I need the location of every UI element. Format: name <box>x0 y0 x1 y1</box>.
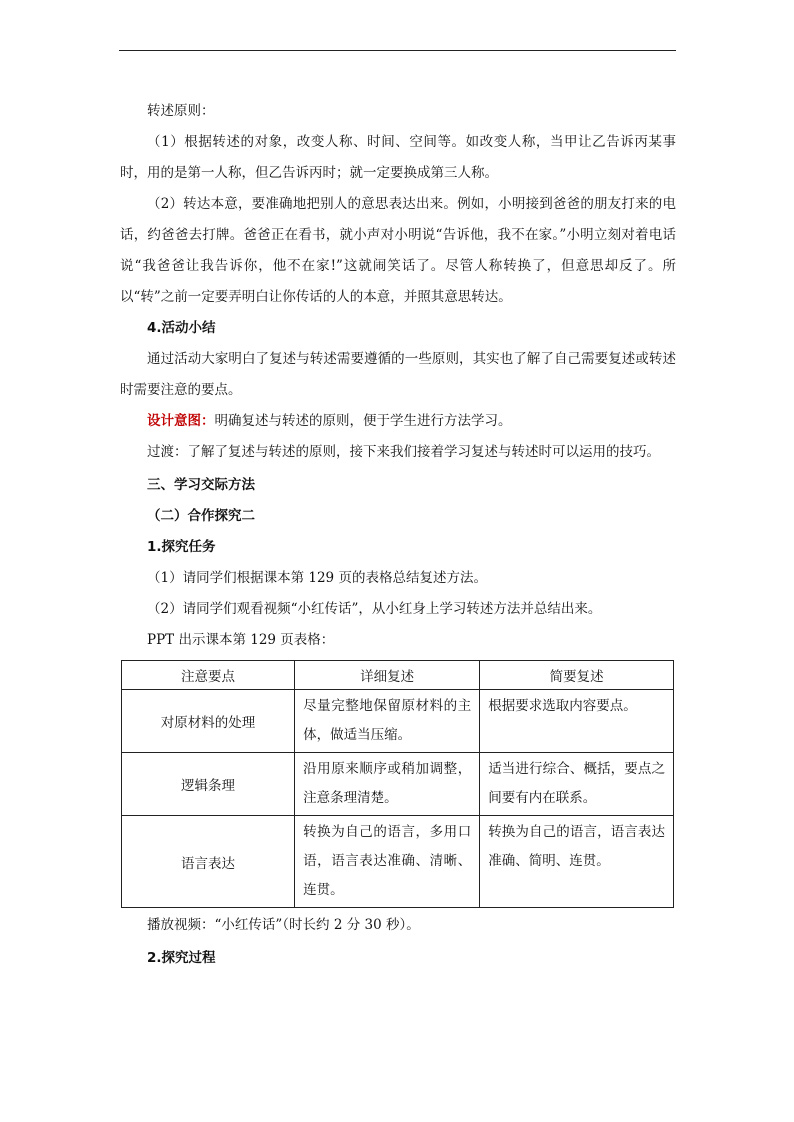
heading-activity-summary: 4.活动小结 <box>147 320 216 336</box>
table-header-row <box>122 661 674 690</box>
table-cell <box>480 816 674 908</box>
table-cell-text: 适当进行综合、概括，要点之间要有内在联系。 <box>488 761 665 806</box>
table-row <box>122 816 674 908</box>
subsection-heading-2: （二）合作探究二 <box>147 508 255 524</box>
summary-text: 通过活动大家明白了复述与转述需要遵循的一些原则，其实也了解了自己需要复述或转述时需要注意的要点。 <box>120 351 676 398</box>
task-item-2: （2）请同学们观看视频“小红传话”，从小红身上学习转述方法并总结出来。 <box>147 601 602 617</box>
principles-title: 转述原则： <box>147 103 215 119</box>
table-cell: 逻辑条理 <box>122 753 295 816</box>
table-cell-text: 根据要求选取内容要点。 <box>488 698 637 714</box>
table-row <box>122 753 674 816</box>
table-cell <box>480 753 674 816</box>
table-cell: 语言表达 <box>122 816 295 908</box>
document-body <box>120 96 676 974</box>
principle-2: （2）转达本意，要准确地把别人的意思表达出来。例如，小明接到爸爸的朋友打来的电话，约爸爸去打牌。爸爸正在看书，就小声对小明说“告诉他，我不在家。”小明立刻对着电话说“我爸爸让我告诉你，他不在家!”这就闹笑话了。尽管人称转换了，但意思却反了。所以“转”之前一定要弄明白让你传话的人的本意，并照其意思转达。 <box>120 196 676 305</box>
heading-explore-task: 1.探究任务 <box>147 539 216 555</box>
table-header-cell: 注意要点 <box>122 661 295 690</box>
table-header-cell: 详细复述 <box>295 661 480 690</box>
principle-1: （1）根据转述的对象，改变人称、时间、空间等。如改变人称，当甲让乙告诉丙某事时，用的是第一人称，但乙告诉丙时；就一定要换成第三人称。 <box>120 134 676 181</box>
transition-text: 过渡：了解了复述与转述的原则，接下来我们接着学习复述与转述时可以运用的技巧。 <box>147 444 660 460</box>
heading-explore-process: 2.探究过程 <box>147 950 216 966</box>
table-header-cell: 简要复述 <box>480 661 674 690</box>
ppt-note: PPT 出示课本第 129 页表格： <box>147 632 335 648</box>
table-cell <box>480 690 674 753</box>
table-cell-text: 转换为自己的语言，语言表达准确、简明、连贯。 <box>488 824 665 869</box>
design-intent <box>120 406 676 437</box>
section-heading-3: 三、学习交际方法 <box>147 477 255 493</box>
table-cell-text: 转换为自己的语言，多用口语，语言表达准确、清晰、连贯。 <box>303 824 472 898</box>
task-item-1: （1）请同学们根据课本第 129 页的表格总结复述方法。 <box>147 570 487 586</box>
design-intent-label: 设计意图： <box>147 413 215 429</box>
video-note: 播放视频：“小红传话”（时长约 2 分 30 秒）。 <box>147 917 420 933</box>
table-cell <box>295 690 480 753</box>
table-cell <box>295 753 480 816</box>
header-rule <box>119 50 676 51</box>
table-cell <box>295 816 480 908</box>
comparison-table <box>121 660 674 908</box>
design-intent-text: 明确复述与转述的原则，便于学生进行方法学习。 <box>214 413 512 429</box>
table-cell-text: 尽量完整地保留原材料的主体，做适当压缩。 <box>303 698 472 743</box>
table-cell: 对原材料的处理 <box>122 690 295 753</box>
table-row <box>122 690 674 753</box>
table-cell-text: 沿用原来顺序或稍加调整，注意条理清楚。 <box>303 761 472 806</box>
